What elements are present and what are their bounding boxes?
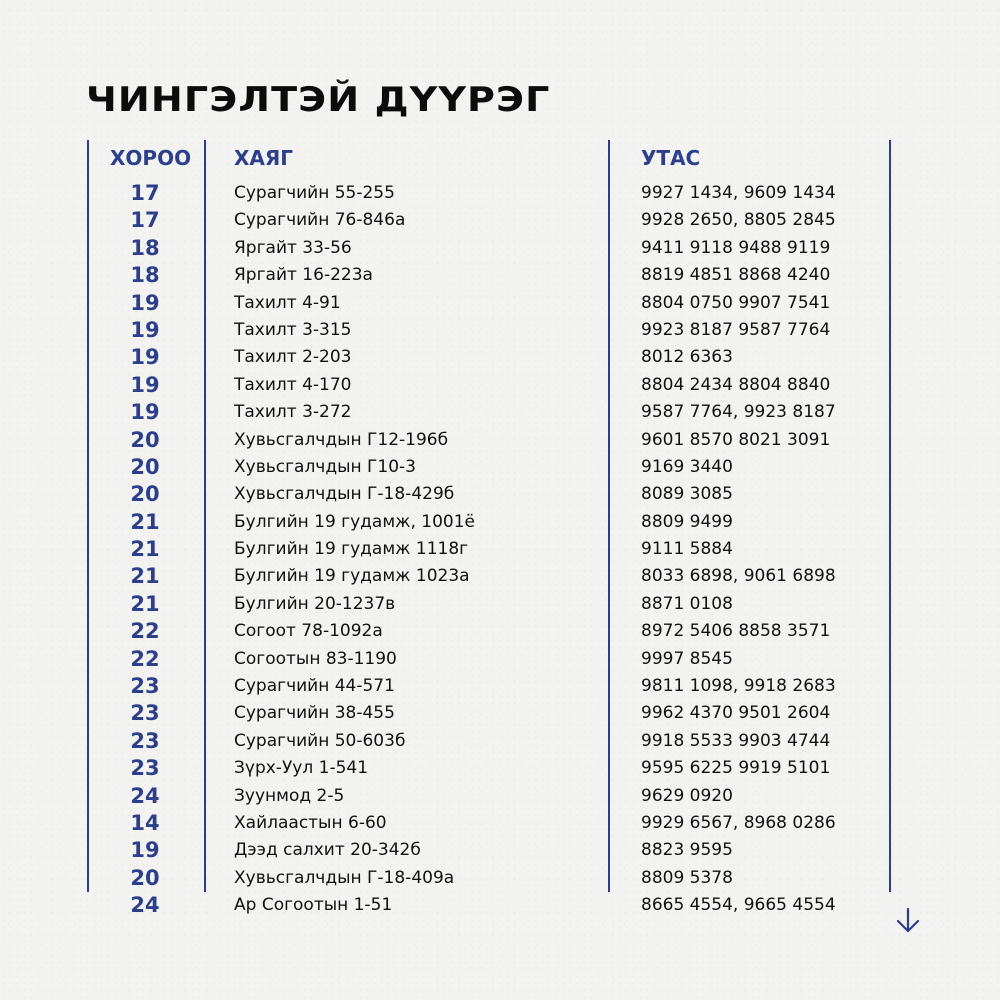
khoroo-cell: 18	[130, 235, 160, 260]
phone-cell: 8809 9499	[641, 511, 733, 532]
khoroo-cell: 21	[130, 564, 160, 589]
table-row	[0, 290, 1000, 317]
phone-cell: 9811 1098, 9918 2683	[641, 676, 836, 697]
table-row	[0, 399, 1000, 426]
table-row	[0, 563, 1000, 590]
address-cell: Хувьсгалчдын Г12-196б	[234, 429, 449, 450]
address-cell: Сурагчийн 44-571	[234, 676, 395, 697]
phone-cell: 8972 5406 8858 3571	[641, 621, 831, 642]
table-row	[0, 262, 1000, 289]
khoroo-cell: 18	[130, 263, 160, 288]
address-cell: Булгийн 20-1237в	[234, 593, 396, 614]
table-row	[0, 372, 1000, 399]
khoroo-cell: 24	[130, 893, 160, 918]
khoroo-cell: 19	[130, 372, 160, 397]
khoroo-cell: 19	[130, 838, 160, 863]
address-cell: Тахилт 3-315	[234, 319, 352, 340]
table-row	[0, 646, 1000, 673]
address-cell: Сурагчийн 50-603б	[234, 730, 406, 751]
phone-cell: 8804 2434 8804 8840	[641, 374, 831, 395]
address-table	[0, 180, 1000, 920]
phone-cell: 8823 9595	[641, 840, 733, 861]
address-cell: Яргайт 16-223а	[234, 265, 373, 286]
table-row	[0, 317, 1000, 344]
header-khoroo: ХОРОО	[110, 146, 192, 170]
address-cell: Булгийн 19 гудамж, 1001ё	[234, 511, 476, 532]
address-cell: Сурагчийн 76-846а	[234, 210, 406, 231]
address-cell: Согоотын 83-1190	[234, 648, 397, 669]
address-cell: Хайлаастын 6-60	[234, 812, 387, 833]
table-row	[0, 892, 1000, 919]
table-row	[0, 509, 1000, 536]
phone-cell: 9962 4370 9501 2604	[641, 703, 831, 724]
table-row	[0, 344, 1000, 371]
phone-cell: 9929 6567, 8968 0286	[641, 812, 836, 833]
address-cell: Булгийн 19 гудамж 1023а	[234, 566, 470, 587]
address-cell: Тахилт 3-272	[234, 402, 352, 423]
address-cell: Хувьсгалчдын Г-18-429б	[234, 484, 455, 505]
khoroo-cell: 14	[130, 810, 160, 835]
phone-cell: 9169 3440	[641, 456, 733, 477]
khoroo-cell: 19	[130, 317, 160, 342]
table-row	[0, 235, 1000, 262]
khoroo-cell: 22	[130, 646, 160, 671]
khoroo-cell: 19	[130, 290, 160, 315]
phone-cell: 9918 5533 9903 4744	[641, 730, 831, 751]
phone-cell: 8809 5378	[641, 867, 733, 888]
address-cell: Согоот 78-1092а	[234, 621, 383, 642]
khoroo-cell: 22	[130, 619, 160, 644]
table-row	[0, 673, 1000, 700]
khoroo-cell: 23	[130, 728, 160, 753]
khoroo-cell: 23	[130, 674, 160, 699]
address-cell: Тахилт 4-170	[234, 374, 352, 395]
header-address: ХАЯГ	[234, 146, 294, 170]
address-cell: Тахилт 4-91	[234, 292, 341, 313]
phone-cell: 9587 7764, 9923 8187	[641, 402, 836, 423]
table-row	[0, 783, 1000, 810]
phone-cell: 9928 2650, 8805 2845	[641, 210, 836, 231]
khoroo-cell: 23	[130, 756, 160, 781]
phone-cell: 8089 3085	[641, 484, 733, 505]
table-row	[0, 700, 1000, 727]
table-row	[0, 837, 1000, 864]
khoroo-cell: 21	[130, 509, 160, 534]
phone-cell: 8665 4554, 9665 4554	[641, 895, 836, 916]
arrow-down-icon[interactable]	[893, 906, 923, 936]
address-cell: Дээд салхит 20-342б	[234, 840, 421, 861]
phone-cell: 8871 0108	[641, 593, 733, 614]
address-cell: Хувьсгалчдын Г-18-409а	[234, 867, 455, 888]
table-row	[0, 207, 1000, 234]
table-row	[0, 810, 1000, 837]
phone-cell: 8819 4851 8868 4240	[641, 265, 831, 286]
address-cell: Булгийн 19 гудамж 1118г	[234, 539, 469, 560]
table-row	[0, 427, 1000, 454]
phone-cell: 9927 1434, 9609 1434	[641, 183, 836, 203]
address-cell: Яргайт 33-56	[234, 237, 352, 258]
table-row	[0, 591, 1000, 618]
table-row	[0, 536, 1000, 563]
table-row	[0, 618, 1000, 645]
khoroo-cell: 20	[130, 865, 160, 890]
table-row	[0, 180, 1000, 207]
khoroo-cell: 20	[130, 454, 160, 479]
khoroo-cell: 21	[130, 591, 160, 616]
phone-cell: 8012 6363	[641, 347, 733, 368]
khoroo-cell: 23	[130, 701, 160, 726]
address-cell: Тахилт 2-203	[234, 347, 352, 368]
khoroo-cell: 17	[130, 208, 160, 233]
phone-cell: 9629 0920	[641, 785, 733, 806]
address-cell: Зүрх-Уул 1-541	[234, 758, 369, 779]
address-cell: Хувьсгалчдын Г10-3	[234, 456, 416, 477]
phone-cell: 9923 8187 9587 7764	[641, 319, 831, 340]
table-row	[0, 454, 1000, 481]
khoroo-cell: 20	[130, 427, 160, 452]
header-phone: УТАС	[641, 146, 701, 170]
table-row	[0, 865, 1000, 892]
phone-cell: 9111 5884	[641, 539, 733, 560]
phone-cell: 9595 6225 9919 5101	[641, 758, 831, 779]
phone-cell: 9601 8570 8021 3091	[641, 429, 831, 450]
address-cell: Зуунмод 2-5	[234, 785, 345, 806]
table-row	[0, 481, 1000, 508]
phone-cell: 9411 9118 9488 9119	[641, 237, 831, 258]
khoroo-cell: 19	[130, 345, 160, 370]
table-row	[0, 728, 1000, 755]
khoroo-cell: 24	[130, 783, 160, 808]
khoroo-cell: 19	[130, 400, 160, 425]
khoroo-cell: 17	[130, 181, 160, 205]
khoroo-cell: 21	[130, 537, 160, 562]
address-cell: Ар Согоотын 1-51	[234, 895, 393, 916]
address-cell: Сурагчийн 55-255	[234, 183, 395, 203]
address-cell: Сурагчийн 38-455	[234, 703, 395, 724]
khoroo-cell: 20	[130, 482, 160, 507]
phone-cell: 9997 8545	[641, 648, 733, 669]
page-title: ЧИНГЭЛТЭЙ ДҮҮРЭГ	[86, 80, 551, 120]
table-row	[0, 755, 1000, 782]
phone-cell: 8804 0750 9907 7541	[641, 292, 831, 313]
phone-cell: 8033 6898, 9061 6898	[641, 566, 836, 587]
